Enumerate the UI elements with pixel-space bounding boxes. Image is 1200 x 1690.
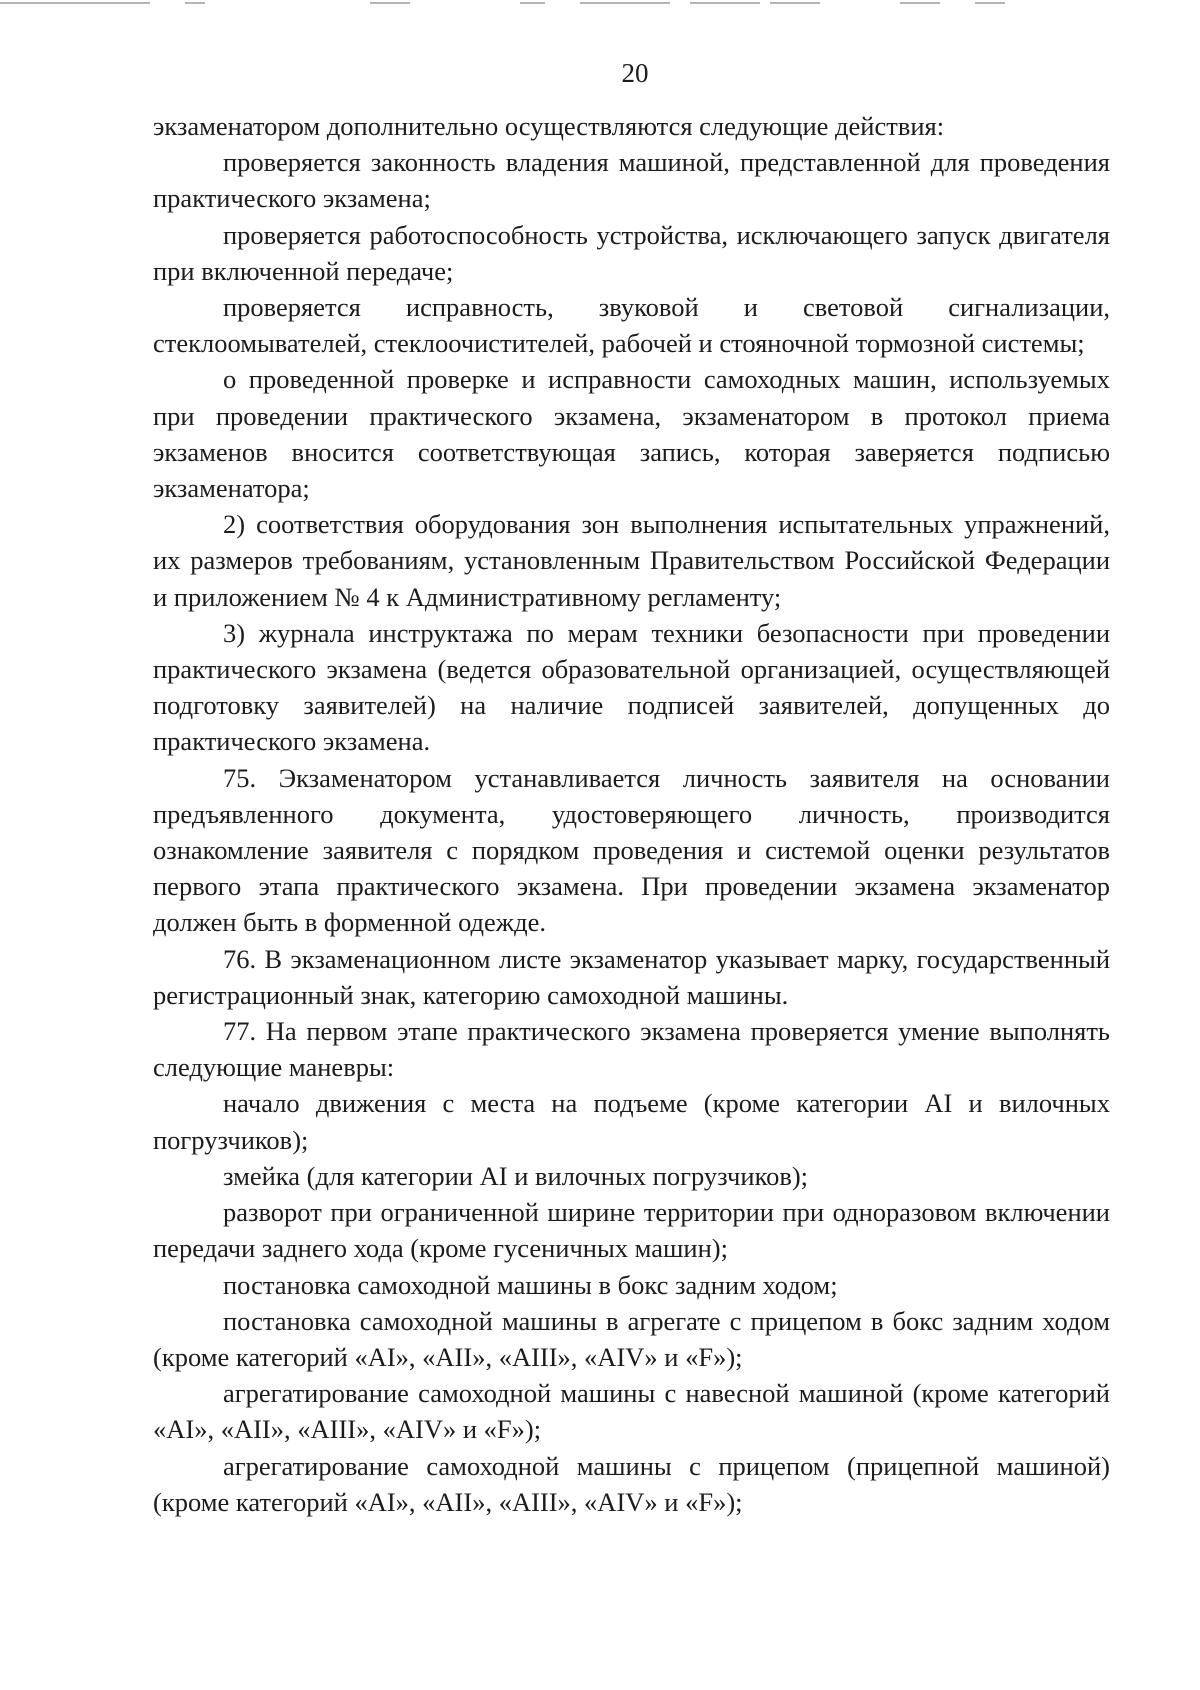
paragraph: разворот при ограниченной ширине территории при одноразовом включении передачи заднего хода (кроме гусеничных машин); <box>153 1197 1110 1264</box>
paragraph: экзаменатором дополнительно осуществляются следующие действия: <box>153 111 945 141</box>
page-number: 20 <box>621 58 649 88</box>
paragraph: 77. На первом этапе практического экзамена проверяется умение выполнять следующие маневры: <box>153 1016 1110 1083</box>
paragraph: постановка самоходной машины в агрегате с прицепом в бокс задним ходом (кроме категорий «AI», «AII», «AIII», «AIV» и «F»); <box>153 1305 1110 1372</box>
paragraph: начало движения с места на подъеме (кроме категории AI и вилочных погрузчиков); <box>153 1088 1110 1155</box>
document-body <box>153 108 1110 1520</box>
paragraph: 3) журнала инструктажа по мерам техники безопасности при проведении практического экзамена (ведется образовательной организацией, осуществляющей подготовку заявителей) на наличие подписей заявителей, допущенных до практического экзамена. <box>153 617 1110 757</box>
paragraph: агрегатирование самоходной машины с навесной машиной (кроме категорий «AI», «AII», «AIII», «AIV» и «F»); <box>153 1378 1110 1445</box>
paragraph: змейка (для категории AI и вилочных погрузчиков); <box>223 1160 809 1191</box>
paragraph: проверяется работоспособность устройства, исключающего запуск двигателя при включенной передаче; <box>153 219 1110 286</box>
paragraph: агрегатирование самоходной машины с прицепом (прицепной машиной) (кроме категорий «AI», «AII», «AIII», «AIV» и «F»); <box>153 1450 1110 1517</box>
paragraph: постановка самоходной машины в бокс задним ходом; <box>223 1269 838 1300</box>
paragraph: 2) соответствия оборудования зон выполнения испытательных упражнений, их размеров требованиям, установленным Правительством Российской Федерации и приложением № 4 к Административному регламенту; <box>153 509 1110 612</box>
paragraph: 76. В экзаменационном листе экзаменатор указывает марку, государственный регистрационный знак, категорию самоходной машины. <box>153 943 1110 1010</box>
paragraph: 75. Экзаменатором устанавливается личность заявителя на основании предъявленного документа, удостоверяющего личность, производится ознакомление заявителя с порядком проведения и системой оценки результатов первого этапа практического экзамена. При проведении экзамена экзаменатор должен быть в форменной одежде. <box>153 762 1110 938</box>
paragraph: о проведенной проверке и исправности самоходных машин, используемых при проведении практического экзамена, экзаменатором в протокол приема экзаменов вносится соответствующая запись, которая заверяется подписью экзаменатора; <box>153 364 1110 504</box>
paragraph: проверяется законность владения машиной, представленной для проведения практического экзамена; <box>153 147 1110 214</box>
paragraph: проверяется исправность, звуковой и световой сигнализации, стеклоомывателей, стеклоочистителей, рабочей и стояночной тормозной системы; <box>153 292 1110 359</box>
